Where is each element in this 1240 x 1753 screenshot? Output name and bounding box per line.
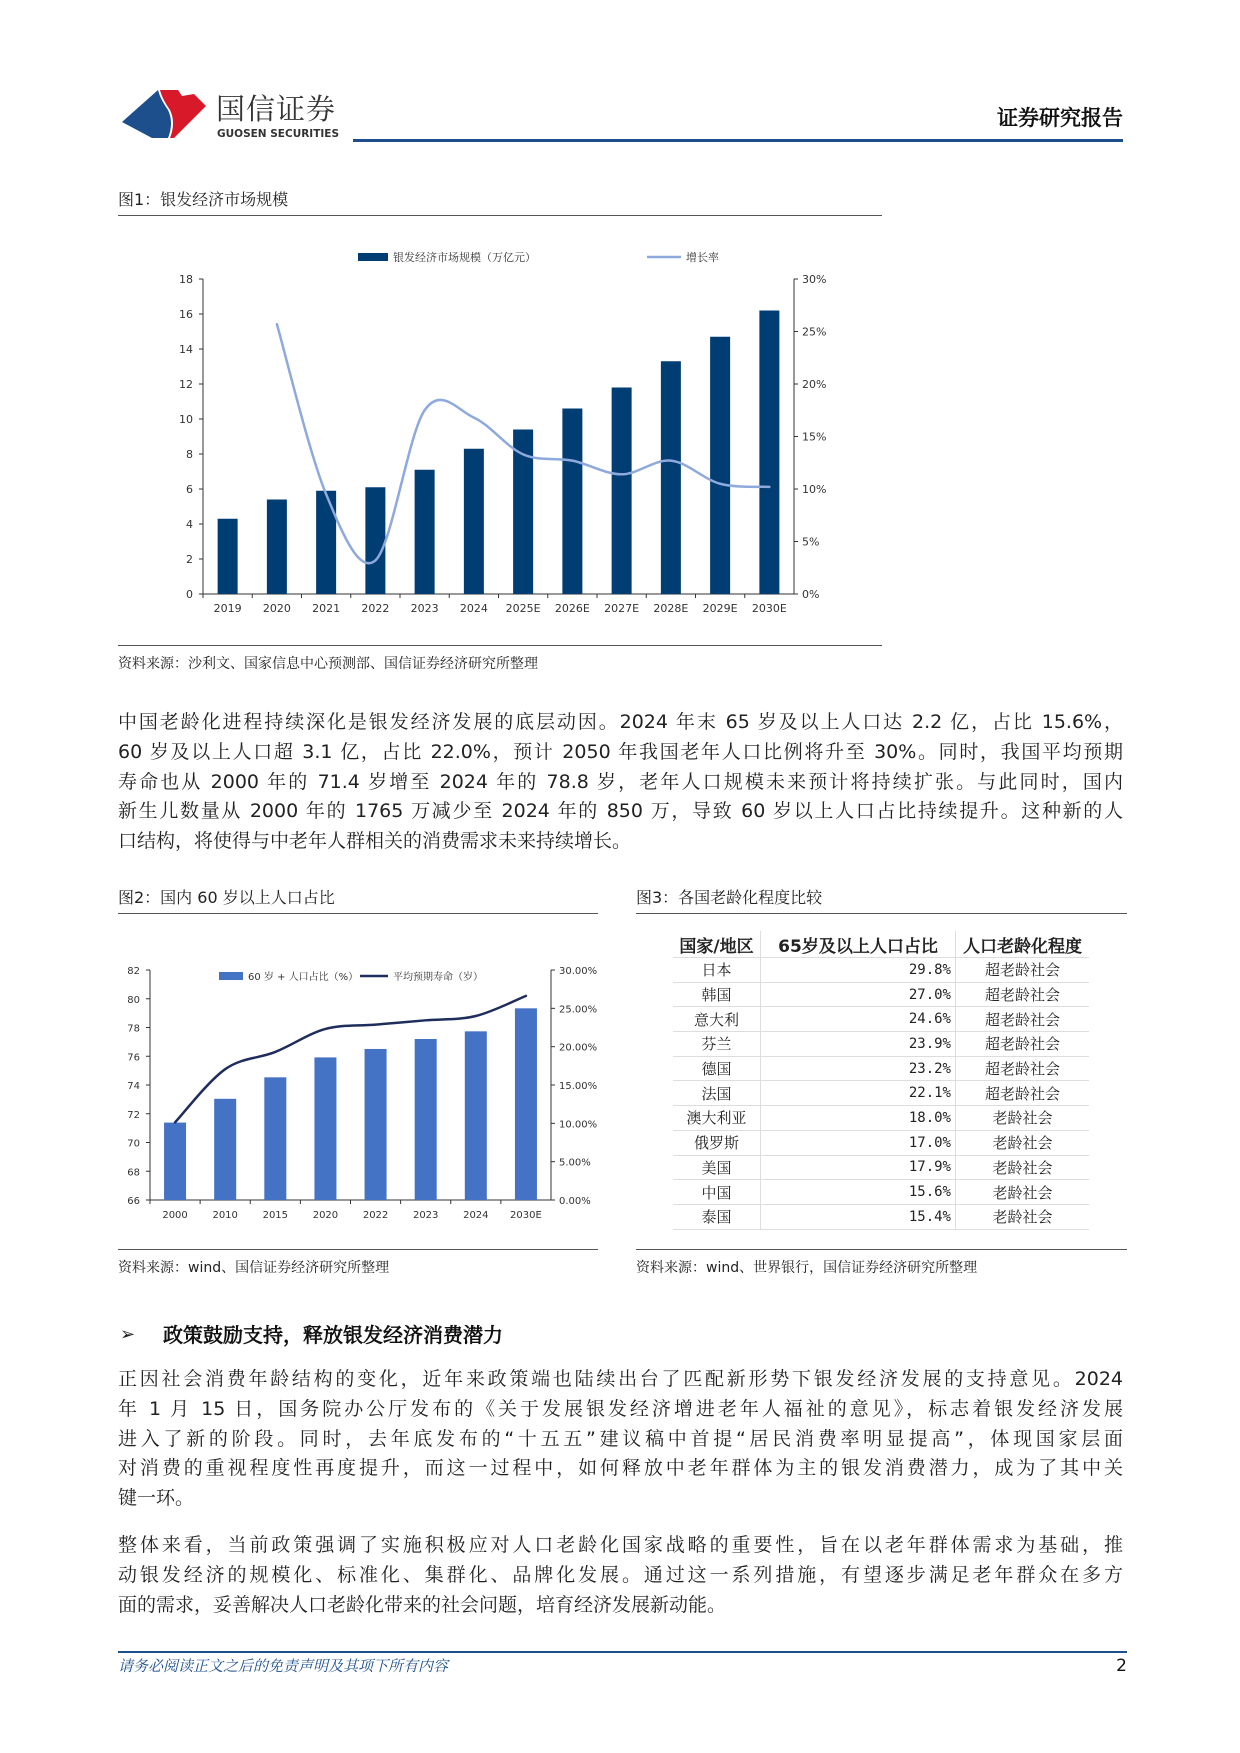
table-row [673,1106,1089,1131]
paragraph-line: 面的需求，妥善解决人口老龄化带来的社会问题，培育经济发展新动能。 [118,1593,727,1616]
cell-country: 意大利 [673,1007,761,1032]
cell-country: 中国 [673,1180,761,1205]
x-tick-label: 2020 [262,602,291,615]
bar-2015 [264,1077,286,1200]
y-tick-label: 8 [186,448,193,461]
brand-name-cn: 国信证券 [216,92,337,126]
table-row [673,982,1089,1007]
cell-degree: 老龄社会 [956,1204,1090,1229]
x-tick-label: 2023 [412,1210,439,1221]
cell-degree: 超老龄社会 [956,1007,1090,1032]
guosen-logo [122,88,212,142]
x-tick-label: 2024 [459,602,488,615]
x-tick-label: 2029E [702,602,738,615]
cell-share: 27.0% [761,982,956,1007]
fig3-title: 图3：各国老龄化程度比较 [636,888,823,907]
legend-label: 增长率 [686,251,719,264]
y2-tick-label: 30% [802,273,827,286]
cell-degree: 老龄社会 [956,1180,1090,1205]
table-row [673,1081,1089,1106]
y2-tick-label: 15.00% [559,1081,598,1092]
section-arrow-icon: ➢ [120,1324,136,1345]
footer-disclaimer: 请务必阅读正文之后的免责声明及其项下所有内容 [118,1657,449,1675]
cell-share: 18.0% [761,1106,956,1131]
y-tick-label: 72 [127,1109,140,1121]
bar-2020 [267,500,287,595]
paragraph-line: 进入了新的阶段。同时，去年底发布的“十五五”建议稿中首提“居民消费率明显提高”，体现国家层面 [118,1427,1123,1450]
legend-label: 银发经济市场规模（万亿元） [393,251,536,264]
fig2-title: 图2：国内 60 岁以上人口占比 [118,888,335,907]
x-tick-label: 2028E [653,602,689,615]
table-row [673,958,1089,983]
cell-country: 德国 [673,1056,761,1081]
fig2-source-rule [118,1249,598,1250]
cell-share: 17.0% [761,1130,956,1155]
cell-country: 俄罗斯 [673,1130,761,1155]
x-tick-label: 2015 [262,1210,289,1221]
table-row [673,1007,1089,1032]
cell-share: 15.6% [761,1180,956,1205]
cell-degree: 超老龄社会 [956,1032,1090,1057]
legend-label: 平均预期寿命（岁） [393,972,483,983]
bar-2028E [661,361,681,594]
y2-tick-label: 10.00% [559,1119,598,1131]
header-share: 65岁及以上人口占比 [761,931,956,958]
cell-country: 泰国 [673,1204,761,1229]
y-tick-label: 82 [127,966,140,977]
y-tick-label: 76 [127,1052,140,1064]
y2-tick-label: 30.00% [559,966,598,977]
bar-2000 [164,1123,186,1200]
cell-share: 15.4% [761,1204,956,1229]
x-tick-label: 2022 [362,1210,389,1221]
y2-tick-label: 0.00% [559,1196,591,1207]
cell-degree: 超老龄社会 [956,1056,1090,1081]
report-type: 证券研究报告 [997,106,1123,130]
bar-2030E [759,311,779,595]
header-rule [353,139,1123,142]
x-tick-label: 2022 [361,602,390,615]
table-row [673,1032,1089,1057]
y-tick-label: 14 [179,343,193,356]
cell-share: 24.6% [761,1007,956,1032]
bar-2019 [218,519,238,594]
y-tick-label: 4 [186,518,193,531]
fig3-title-rule [636,913,1127,914]
cell-country: 法国 [673,1081,761,1106]
paragraph-line: 60 岁及以上人口超 3.1 亿，占比 22.0%，预计 2050 年我国老年人口比例将升至 30%。同时，我国平均预期 [118,740,1123,763]
bar-2023 [415,1039,437,1200]
bar-2010 [214,1099,236,1200]
bar-2029E [710,337,730,594]
paragraph-line: 动银发经济的规模化、标准化、集群化、品牌化发展。通过这一系列措施，有望逐步满足老年群众在多方 [118,1563,1123,1586]
page-number: 2 [1116,1656,1127,1676]
legend-label: 60 岁 + 人口占比（%） [248,972,359,983]
section-heading: 政策鼓励支持，释放银发经济消费潜力 [163,1323,503,1347]
y-tick-label: 70 [127,1138,140,1150]
cell-country: 韩国 [673,982,761,1007]
y2-tick-label: 15% [802,430,827,444]
paragraph-line: 口结构，将使得与中老年人群相关的消费需求未来持续增长。 [118,830,632,853]
y-tick-label: 78 [127,1023,140,1035]
y-tick-label: 18 [179,273,193,286]
x-tick-label: 2027E [604,602,640,615]
footer-rule [118,1651,1127,1653]
y-tick-label: 66 [127,1196,140,1207]
x-tick-label: 2030E [751,602,787,615]
y-tick-label: 10 [179,413,193,426]
bar-2030E [515,1008,537,1200]
bar-2026E [562,409,582,595]
bar-2023 [415,470,435,594]
aging-comparison-table [673,931,1089,1230]
bar-2024 [465,1031,487,1200]
x-tick-label: 2023 [410,602,439,615]
x-tick-label: 2024 [463,1210,489,1221]
legend-bar-swatch [219,972,243,980]
x-tick-label: 2025E [505,602,541,615]
fig1-source: 资料来源：沙利文、国家信息中心预测部、国信证券经济研究所整理 [118,656,538,672]
cell-share: 29.8% [761,958,956,983]
y-tick-label: 16 [179,308,193,321]
bar-2021 [316,491,336,594]
fig3-source-rule [636,1249,1127,1250]
paragraph-line: 新生儿数量从 2000 年的 1765 万减少至 2024 年的 850 万，导致 60 岁以上人口占比持续提升。这种新的人 [118,800,1123,823]
table-row [673,1155,1089,1180]
y2-tick-label: 25.00% [559,1004,598,1016]
brand-name-en: GUOSEN SECURITIES [217,128,340,140]
paragraph-line: 键一环。 [118,1487,195,1510]
y-tick-label: 6 [186,483,193,496]
y2-tick-label: 25% [802,325,827,339]
fig1-source-rule [118,645,882,646]
cell-degree: 超老龄社会 [956,958,1090,983]
fig2-chart [118,920,598,1230]
fig2-source: 资料来源：wind、国信证券经济研究所整理 [118,1260,390,1276]
fig1-title: 图1：银发经济市场规模 [118,190,289,209]
cell-degree: 超老龄社会 [956,982,1090,1007]
x-tick-label: 2000 [162,1210,188,1221]
y-tick-label: 68 [127,1167,140,1179]
paragraph-line: 正因社会消费年龄结构的变化，近年来政策端也陆续出台了匹配新形势下银发经济发展的支持意见。2024 [118,1368,1123,1390]
x-tick-label: 2019 [213,602,242,615]
header-country: 国家/地区 [673,931,761,958]
x-tick-label: 2021 [312,602,341,615]
legend-bar-swatch [358,253,388,261]
paragraph-line: 中国老龄化进程持续深化是银发经济发展的底层动因。2024 年末 65 岁及以上人口达 2.2 亿，占比 15.6%， [118,711,1123,733]
cell-country: 芬兰 [673,1032,761,1057]
header-degree: 人口老龄化程度 [956,931,1090,958]
y2-tick-label: 5% [802,535,820,549]
fig1-chart [118,225,882,625]
bar-2020 [314,1057,336,1200]
paragraph-line: 对消费的重视程度性再度提升，而这一过程中，如何释放中老年群体为主的银发消费潜力，成为了其中关 [118,1457,1123,1480]
table-row [673,1180,1089,1205]
logo-mark-icon [122,88,212,142]
y-tick-label: 2 [186,553,193,566]
bar-2022 [365,1049,387,1200]
y-tick-label: 0 [186,588,193,601]
cell-degree: 老龄社会 [956,1106,1090,1131]
table-header-row [673,931,1089,958]
cell-share: 17.9% [761,1155,956,1180]
y2-tick-label: 20% [802,378,827,391]
bar-2022 [365,487,385,594]
cell-share: 22.1% [761,1081,956,1106]
y2-tick-label: 20.00% [559,1042,598,1054]
y-tick-label: 80 [127,994,140,1006]
x-tick-label: 2030E [510,1210,542,1221]
table-row [673,1056,1089,1081]
table-row [673,1130,1089,1155]
paragraph-line: 寿命也从 2000 年的 71.4 岁增至 2024 年的 78.8 岁，老年人口规模未来预计将持续扩张。与此同时，国内 [118,770,1123,793]
fig3-source: 资料来源：wind、世界银行，国信证券经济研究所整理 [636,1260,978,1276]
cell-degree: 超老龄社会 [956,1081,1090,1106]
paragraph-line: 整体来看，当前政策强调了实施积极应对人口老龄化国家战略的重要性，旨在以老年群体需求为基础，推 [118,1534,1123,1556]
cell-share: 23.9% [761,1032,956,1057]
fig2-title-rule [118,913,598,914]
cell-country: 澳大利亚 [673,1106,761,1131]
table-row [673,1204,1089,1229]
bar-2027E [612,388,632,595]
y-tick-label: 74 [127,1081,140,1092]
body-paragraph-2 [118,1365,1123,1514]
cell-degree: 老龄社会 [956,1155,1090,1180]
y2-tick-label: 10% [802,483,827,496]
y-tick-label: 12 [179,378,193,391]
x-tick-label: 2026E [554,602,590,615]
body-paragraph-1 [118,708,1123,857]
cell-share: 23.2% [761,1056,956,1081]
cell-country: 美国 [673,1155,761,1180]
bar-2024 [464,449,484,594]
fig1-title-rule [118,215,882,216]
cell-degree: 老龄社会 [956,1130,1090,1155]
cell-country: 日本 [673,958,761,983]
x-tick-label: 2020 [312,1210,339,1221]
y2-tick-label: 5.00% [559,1157,591,1169]
y2-tick-label: 0% [802,588,820,601]
paragraph-line: 年 1 月 15 日，国务院办公厅发布的《关于发展银发经济增进老年人福祉的意见》，标志着银发经济发展 [118,1397,1123,1420]
x-tick-label: 2010 [212,1210,238,1221]
body-paragraph-3 [118,1531,1123,1620]
